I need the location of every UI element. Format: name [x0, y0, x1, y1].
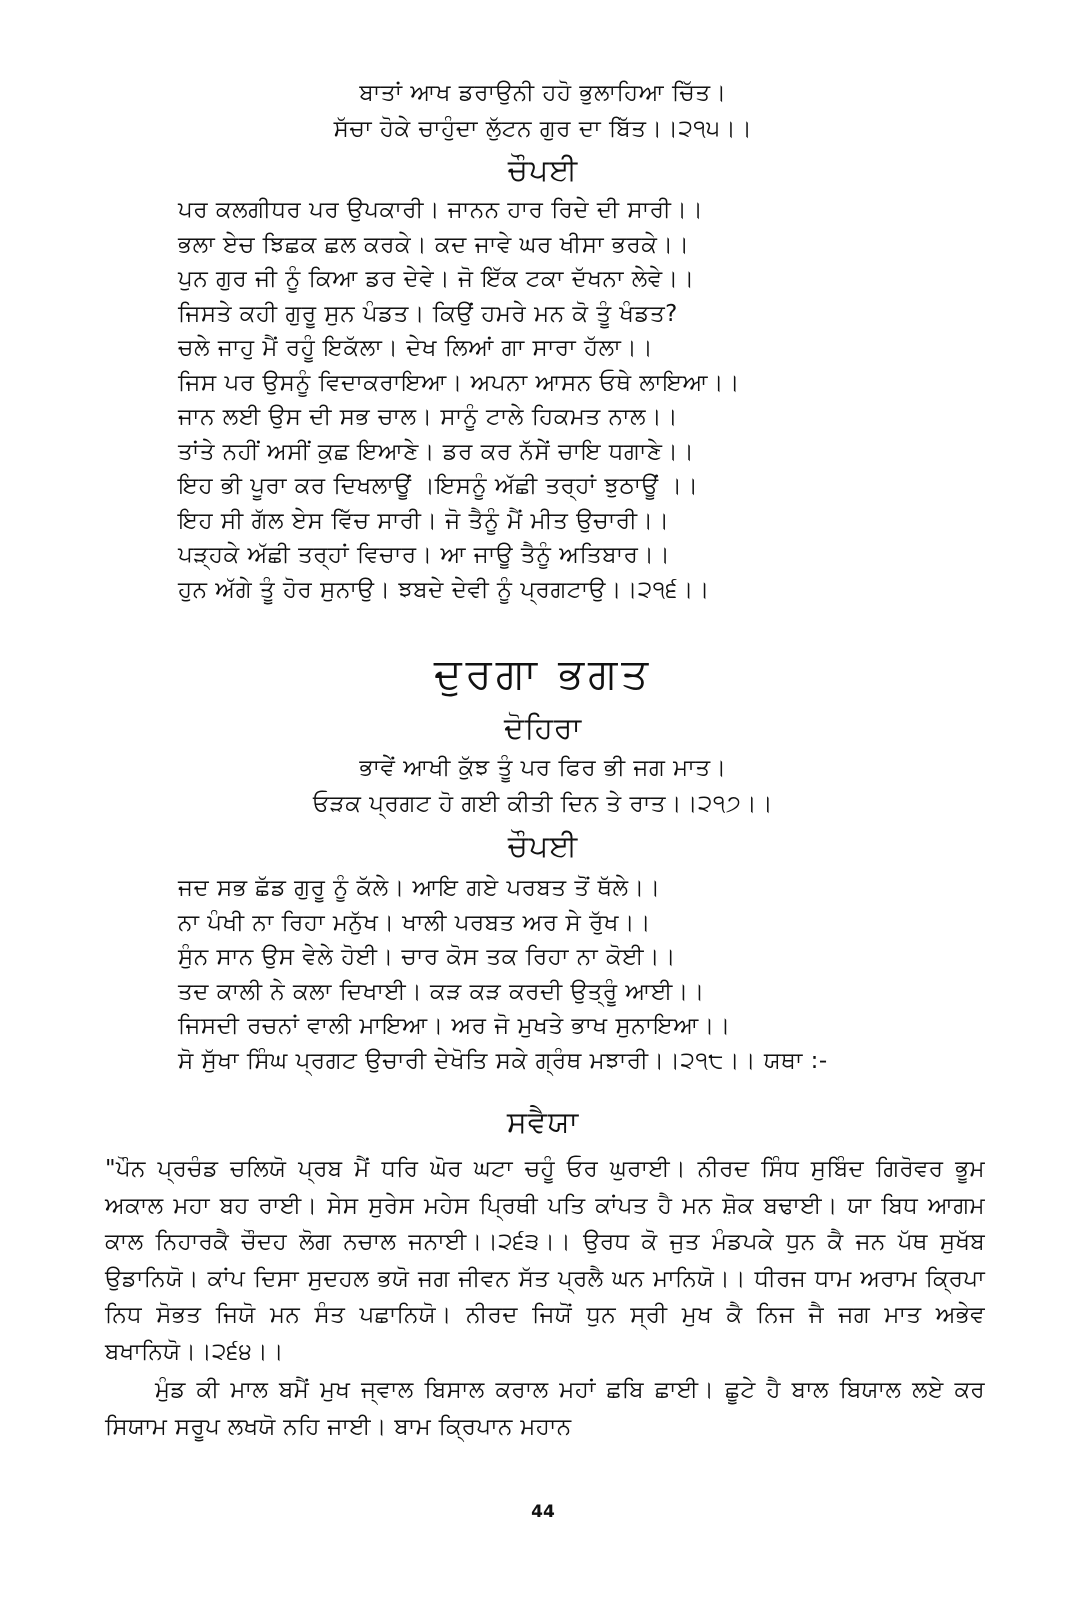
verse-line: ਸੁੰਨ ਸਾਨ ਉਸ ਵੇਲੇ ਹੋਈ। ਚਾਰ ਕੋਸ ਤਕ ਰਿਹਾ ਨਾ ਕੋਈ।।	[178, 944, 677, 970]
chapter-title: ਦੁਰਗਾ ਭਗਤ	[433, 649, 653, 698]
section-heading-chaupai: ਚੌਪਈ	[507, 153, 579, 188]
verse-line: ਇਹ ਸੀ ਗੱਲ ਏਸ ਵਿੱਚ ਸਾਰੀ। ਜੋ ਤੈਨੂੰ ਮੈਂ ਮੀਤ ਉਚਾਰੀ।।	[178, 507, 670, 534]
verse-line: ਭਲਾ ਏਚ ਝਿਛਕ ਛਲ ਕਰਕੇ। ਕਦ ਜਾਵੇ ਘਰ ਖੀਸਾ ਭਰਕੇ।।	[178, 231, 690, 258]
verse-line: ਜਦ ਸਭ ਛੱਡ ਗੁਰੂ ਨੂੰ ਕੱਲੇ। ਆਇ ਗਏ ਪਰਬਤ ਤੋਂ ਥੱਲੇ।।	[178, 875, 661, 901]
section-heading-dohira: ਦੋਹਿਰਾ	[503, 711, 583, 746]
verse-line: ਪੁਨ ਗੁਰ ਜੀ ਨੂੰ ਕਿਆ ਡਰ ਦੇਵੇ। ਜੋ ਇੱਕ ਟਕਾ ਦੱਖਨਾ ਲੇਵੇ।।	[178, 266, 695, 292]
verse-line: ਚਲੇ ਜਾਹੁ ਮੈਂ ਰਹੂੰ ਇਕੱਲਾ। ਦੇਖ ਲਿਆਂ ਗਾ ਸਾਰਾ ਹੱਲਾ।।	[178, 335, 654, 361]
verse-line: ਤਾਂਤੇ ਨਹੀਂ ਅਸੀਂ ਕੁਛ ਇਆਣੇ। ਡਰ ਕਰ ਨੱਸੇਂ ਚਾਇ ਧਗਾਣੇ।।	[178, 438, 695, 465]
verse-line: ਤਦ ਕਾਲੀ ਨੇ ਕਲਾ ਦਿਖਾਈ। ਕੜ ਕੜ ਕਰਦੀ ਉਤ੍ਰੂੰ ਆਈ।।	[178, 978, 705, 1005]
verse-line: ਸੋ ਸੁੱਖਾ ਸਿੰਘ ਪ੍ਰਗਟ ਉਚਾਰੀ ਦੇਖੋਤਿ ਸਕੇ ਗ੍ਰੰਥ ਮਝਾਰੀ।।੨੧੮।। ਯਥਾ :-	[178, 1047, 828, 1074]
verse-line: ਪਰ ਕਲਗੀਧਰ ਪਰ ਉਪਕਾਰੀ। ਜਾਨਨ ਹਾਰ ਰਿਦੇ ਦੀ ਸਾਰੀ।।	[178, 197, 704, 223]
dohira-couplet	[0, 755, 1086, 827]
verse-line: ਭਾਵੇਂ ਆਖੀ ਕੁੱਝ ਤੂੰ ਪਰ ਫਿਰ ਭੀ ਜਗ ਮਾਤ।	[359, 755, 727, 781]
verse-line: ਬਾਤਾਂ ਆਖ ਡਰਾਉਨੀ ਹਹੋ ਭੁਲਾਹਿਆ ਚਿੱਤ।	[359, 80, 727, 106]
verse-line: ਓੜਕ ਪ੍ਰਗਟ ਹੋ ਗਈ ਕੀਤੀ ਦਿਨ ਤੇ ਰਾਤ।।੨੧੭।।	[312, 791, 774, 817]
verse-line: ਸੱਚਾ ਹੋਕੇ ਚਾਹੁੰਦਾ ਲੁੱਟਨ ਗੁਰ ਦਾ ਬਿੱਤ।।੨੧੫।।	[333, 116, 753, 142]
verse-line: ਜਾਨ ਲਈ ਉਸ ਦੀ ਸਭ ਚਾਲ। ਸਾਨੂੰ ਟਾਲੇ ਹਿਕਮਤ ਨਾਲ।।	[178, 404, 679, 430]
verse-line: ਹੁਨ ਅੱਗੇ ਤੂੰ ਹੋਰ ਸੁਨਾਉ। ਝਬਦੇ ਦੇਵੀ ਨੂੰ ਪ੍ਰਗਟਾਉ।।੨੧੬।।	[178, 576, 710, 603]
verse-line: ਇਹ ਭੀ ਪੂਰਾ ਕਰ ਦਿਖਲਾਊਂ ।ਇਸਨੂੰ ਅੱਛੀ ਤਰ੍ਹਾਂ ਝੁਠਾਊਂ ।।	[178, 473, 699, 499]
verse-line: ਨਾ ਪੰਖੀ ਨਾ ਰਿਹਾ ਮਨੁੱਖ। ਖਾਲੀ ਪਰਬਤ ਅਰ ਸੇ ਰੁੱਖ।।	[178, 909, 652, 936]
chaupai-verses	[178, 197, 938, 611]
prose-paragraph: ਮੁੰਡ ਕੀ ਮਾਲ ਬਮੈਂ ਮੁਖ ਜ੍ਵਾਲ ਬਿਸਾਲ ਕਰਾਲ ਮਹਾਂ ਛਬਿ ਛਾਈ। ਛੂਟੇ ਹੈ ਬਾਲ ਬਿਯਾਲ ਲਏ ਕਰ ਸਿਯਾਮ ਸਰੂਪ ਲਖਯੋ ਨਹਿ ਜਾਈ। ਬਾਮ ਕ੍ਰਿਪਾਨ ਮਹਾਨ	[105, 1377, 985, 1440]
section-heading-savaiya: ਸਵੈਯਾ	[506, 1105, 580, 1140]
verse-line: ਜਿਸ ਪਰ ਉਸਨੂੰ ਵਿਦਾਕਰਾਇਆ। ਅਪਨਾ ਆਸਨ ਓਥੇ ਲਾਇਆ।।	[178, 369, 741, 396]
verse-line: ਪੜ੍ਹਕੇ ਅੱਛੀ ਤਰ੍ਹਾਂ ਵਿਚਾਰ। ਆ ਜਾਊ ਤੈਨੂੰ ਅਤਿਬਾਰ।।	[178, 542, 671, 568]
page-number: 44	[531, 1502, 555, 1522]
verse-line: ਜਿਸਦੀ ਰਚਨਾਂ ਵਾਲੀ ਮਾਇਆ। ਅਰ ਜੋ ਮੁਖਤੇ ਭਾਖ ਸੁਨਾਇਆ।।	[178, 1013, 731, 1039]
verse-line: ਜਿਸਤੇ ਕਹੀ ਗੁਰੂ ਸੁਨ ਪੰਡਤ। ਕਿਉਂ ਹਮਰੇ ਮਨ ਕੋ ਤੂੰ ਖੰਡਤ?	[178, 300, 678, 327]
opening-couplet	[0, 80, 1086, 152]
prose-paragraph: "ਪੌਨ ਪ੍ਰਚੰਡ ਚਲਿਯੋ ਪ੍ਰਬ ਮੈਂ ਧਰਿ ਘੋਰ ਘਟਾ ਚਹੂੰ ਓਰ ਘੁਰਾਈ। ਨੀਰਦ ਸਿੰਧ ਸੁਬਿੰਦ ਗਿਰੋਵਰ ਭੂਮ ਅਕਾਲ ਮਹਾ ਬਹ ਰਾਈ। ਸੇਸ ਸੁਰੇਸ ਮਹੇਸ ਪ੍ਰਿਥੀ ਪਤਿ ਕਾਂਪਤ ਹੈ ਮਨ ਸ਼ੋਕ ਬਢਾਈ। ਯਾ ਬਿਧ ਆਗਮ ਕਾਲ ਨਿਹਾਰਕੈ ਚੌਦਹ ਲੋਗ ਨਚਾਲ ਜਨਾਈ।।੨੬੩।। ਉਰਧ ਕੋ ਜੁਤ ਮੰਡਪਕੇ ਧੁਨ ਕੈ ਜਨ ਪੱਥ ਸੁਖੱਬ ਉਡਾਨਿਯੋ। ਕਾਂਪ ਦਿਸਾ ਸੁਦਹਲ ਭਯੋ ਜਗ ਜੀਵਨ ਸੱਤ ਪ੍ਰਲੈ ਘਨ ਮਾਨਿਯੋ।। ਧੀਰਜ ਧਾਮ ਅਰਾਮ ਕ੍ਰਿਪਾ ਨਿਧ ਸੋਭਤ ਜਿਯੋ ਮਨ ਸੰਤ ਪਛਾਨਿਯੋ। ਨੀਰਦ ਜਿਯੋਂ ਧੁਨ ਸ੍ਰੀ ਮੁਖ ਕੈ ਨਿਜ ਜੈ ਜਗ ਮਾਤ ਅਭੇਵ ਬਖਾਨਿਯੋ।।੨੬੪।।	[105, 1156, 985, 1365]
section-heading-chaupai: ਚੌਪਈ	[507, 829, 579, 864]
savaiya-text	[105, 1151, 985, 1445]
chaupai-verses	[178, 875, 978, 1082]
